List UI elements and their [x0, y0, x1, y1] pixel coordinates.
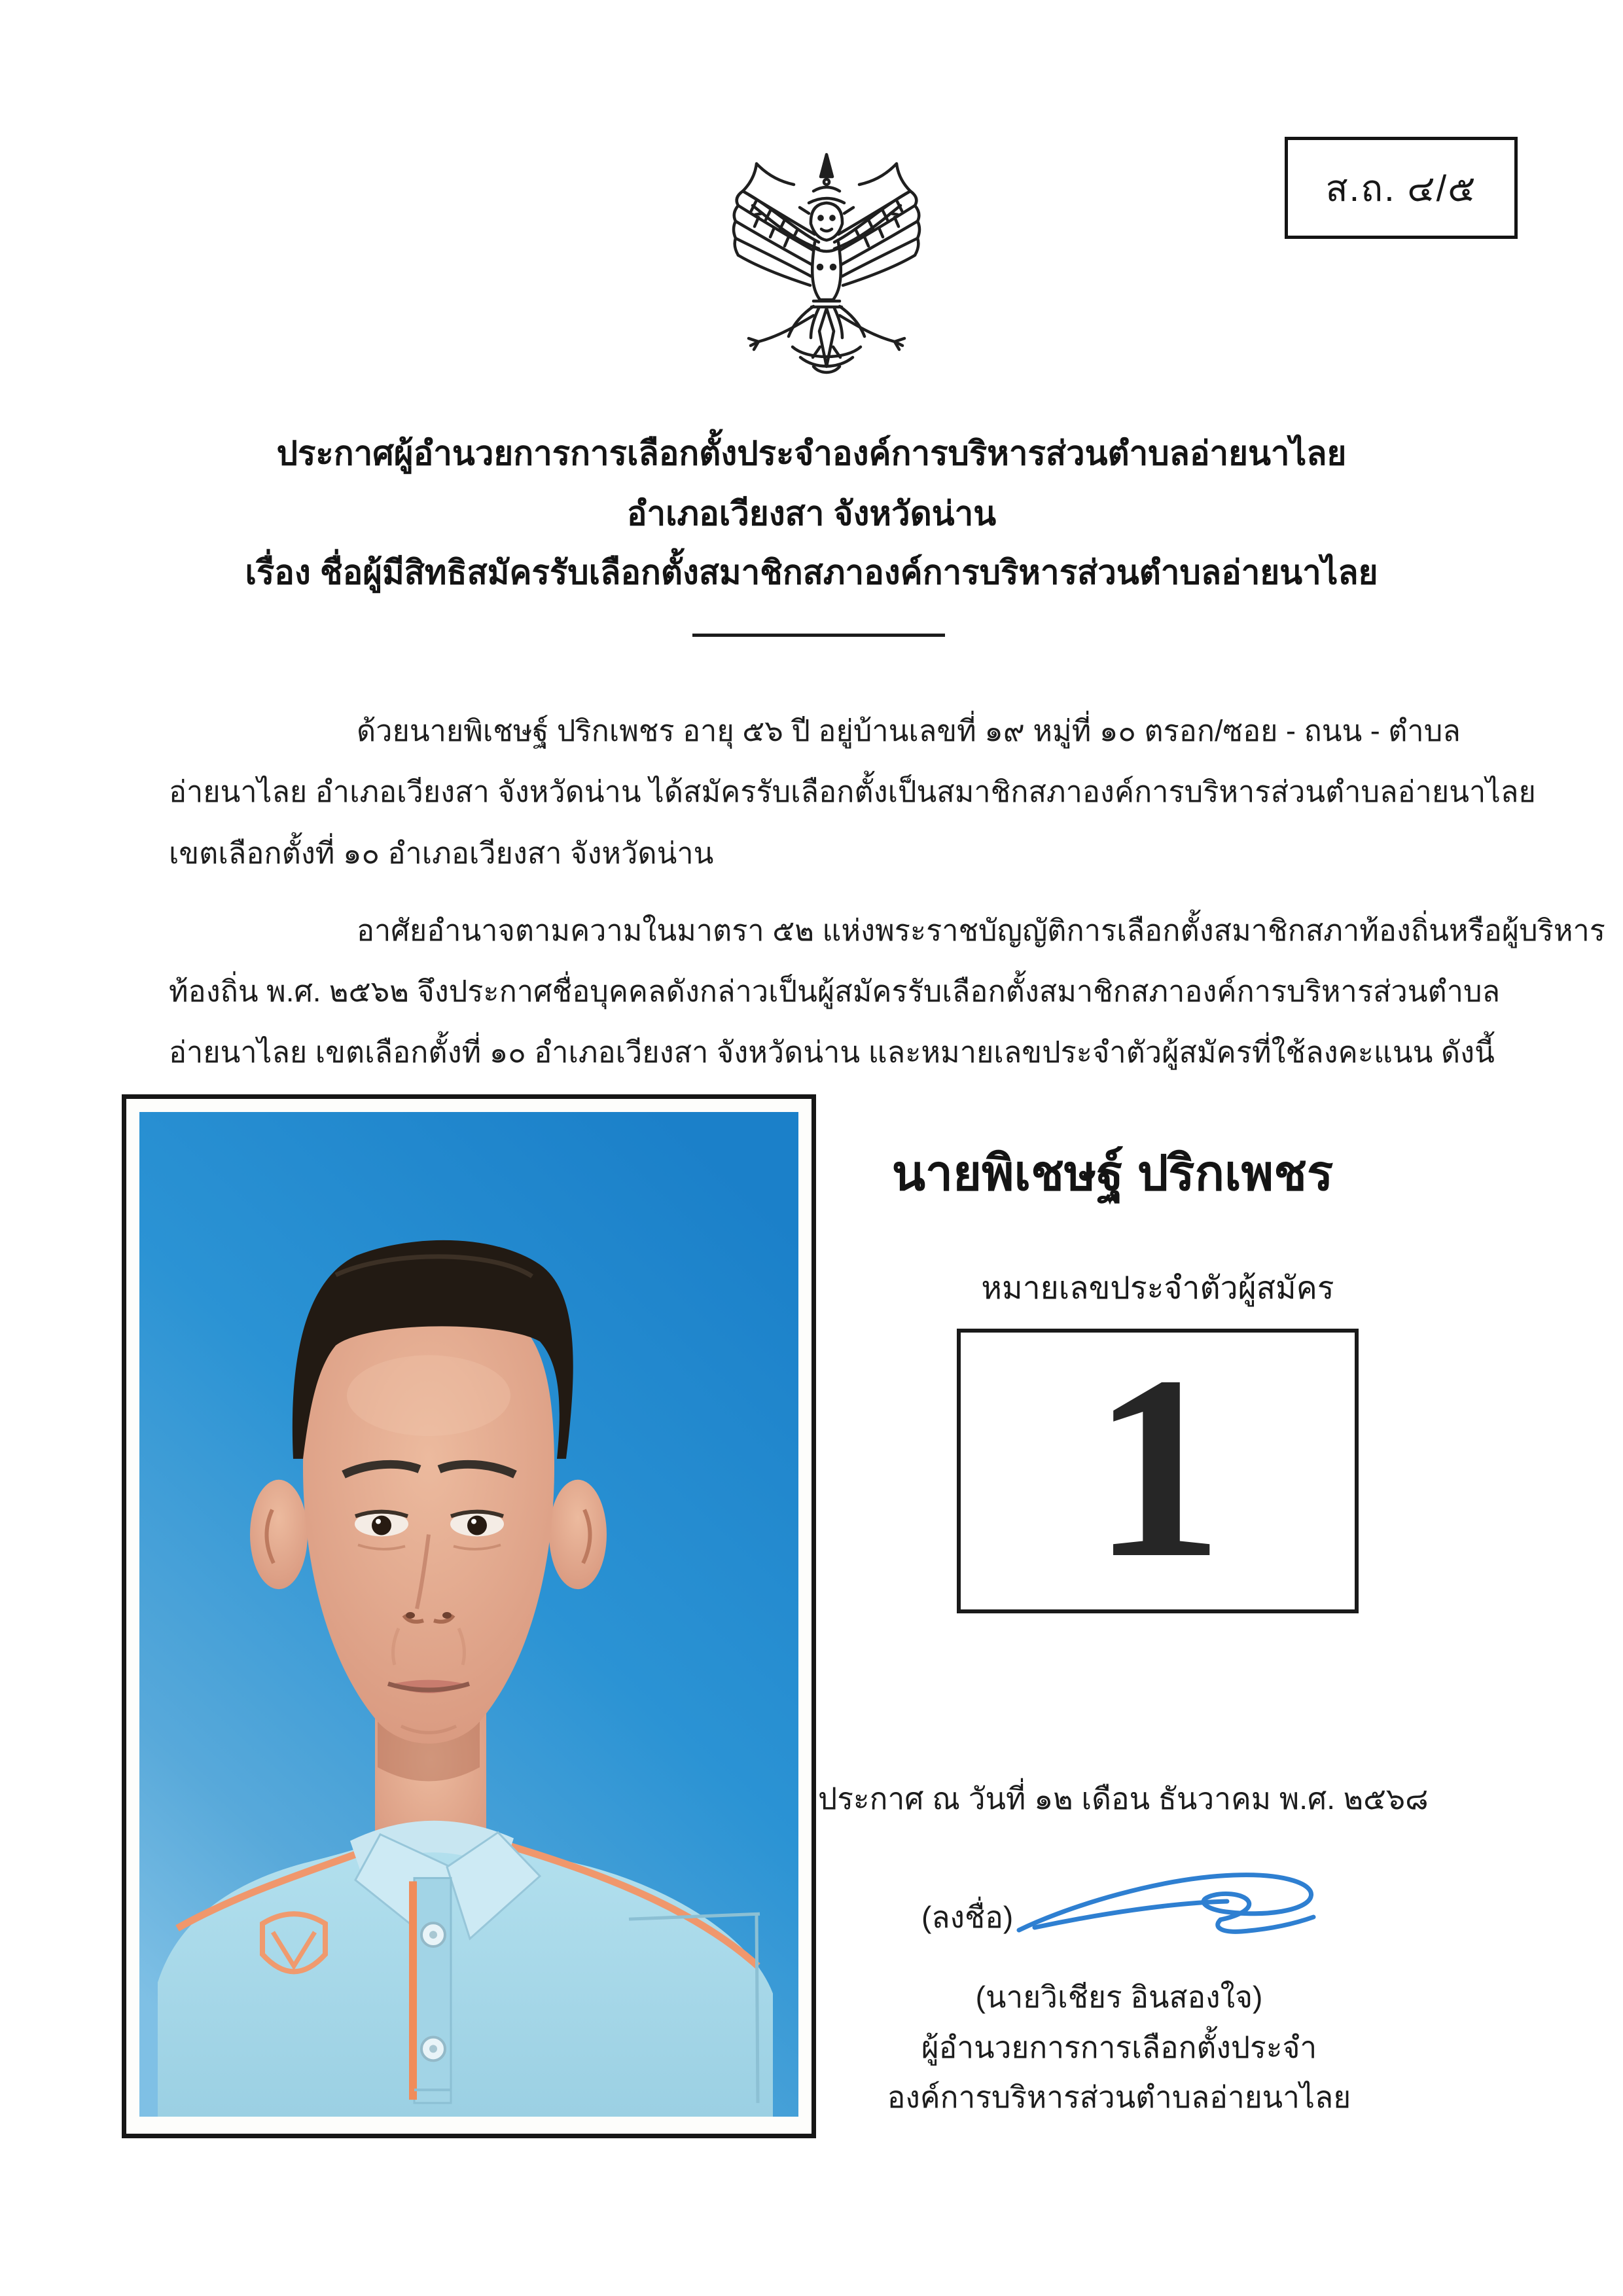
signature-label: (ลงชื่อ) — [921, 1900, 1014, 1934]
paragraph-1-line-3: เขตเลือกตั้งที่ ๑๐ อำเภอเวียงสา จังหวัดน่าน — [169, 836, 714, 870]
signer-title-2: องค์การบริหารส่วนตำบลอ่ายนาไลย — [887, 2080, 1351, 2114]
form-code-text: ส.ถ. ๔/๕ — [1325, 167, 1477, 209]
signature-scribble — [1011, 1867, 1325, 1946]
signer-title-1: ผู้อำนวยการการเลือกตั้งประจำ — [921, 2030, 1317, 2064]
title-line-2: อำเภอเวียงสา จังหวัดน่าน — [626, 495, 997, 532]
candidate-number-label: หมายเลขประจำตัวผู้สมัคร — [981, 1271, 1334, 1306]
title-line-1: ประกาศผู้อำนวยการการเลือกตั้งประจำองค์การบริหารส่วนตำบลอ่ายนาไลย — [276, 435, 1347, 472]
garuda-emblem-icon — [715, 149, 938, 386]
candidate-name: นายพิเชษฐ์ ปริกเพชร — [891, 1145, 1334, 1200]
paragraph-1-line-2: อ่ายนาไลย อำเภอเวียงสา จังหวัดน่าน ได้สมัครรับเลือกตั้งเป็นสมาชิกสภาองค์การบริหารส่วนตำบลอ่ายนาไลย — [169, 775, 1536, 808]
paragraph-1-line-1: ด้วยนายพิเชษฐ์ ปริกเพชร อายุ ๕๖ ปี อยู่บ้านเลขที่ ๑๙ หมู่ที่ ๑๐ ตรอก/ซอย - ถนน - ตำบล — [357, 714, 1461, 747]
form-code-box — [1285, 137, 1518, 239]
candidate-photo — [122, 1094, 816, 2138]
divider-line — [692, 634, 945, 637]
paragraph-2-line-2: ท้องถิ่น พ.ศ. ๒๕๖๒ จึงประกาศชื่อบุคคลดังกล่าวเป็นผู้สมัครรับเลือกตั้งสมาชิกสภาองค์การบริหารส่วนตำบล — [169, 975, 1501, 1008]
paragraph-2-line-3: อ่ายนาไลย เขตเลือกตั้งที่ ๑๐ อำเภอเวียงสา จังหวัดน่าน และหมายเลขประจำตัวผู้สมัครที่ใช้ลงคะแนน ดังนี้ — [169, 1035, 1495, 1069]
title-line-3: เรื่อง ชื่อผู้มีสิทธิสมัครรับเลือกตั้งสมาชิกสภาองค์การบริหารส่วนตำบลอ่ายนาไลย — [245, 554, 1378, 591]
announcement-date: ประกาศ ณ วันที่ ๑๒ เดือน ธันวาคม พ.ศ. ๒๕๖๘ — [818, 1782, 1429, 1816]
candidate-number-box — [957, 1321, 1359, 1613]
paragraph-2-line-1: อาศัยอำนาจตามความในมาตรา ๕๒ แห่งพระราชบัญญัติการเลือกตั้งสมาชิกสภาท้องถิ่นหรือผู้บริหาร — [357, 914, 1605, 947]
candidate-number: 1 — [1092, 1321, 1223, 1612]
signer-name: (นายวิเชียร อินสองใจ) — [975, 1980, 1263, 2014]
candidate-portrait-illustration — [139, 1112, 798, 2117]
